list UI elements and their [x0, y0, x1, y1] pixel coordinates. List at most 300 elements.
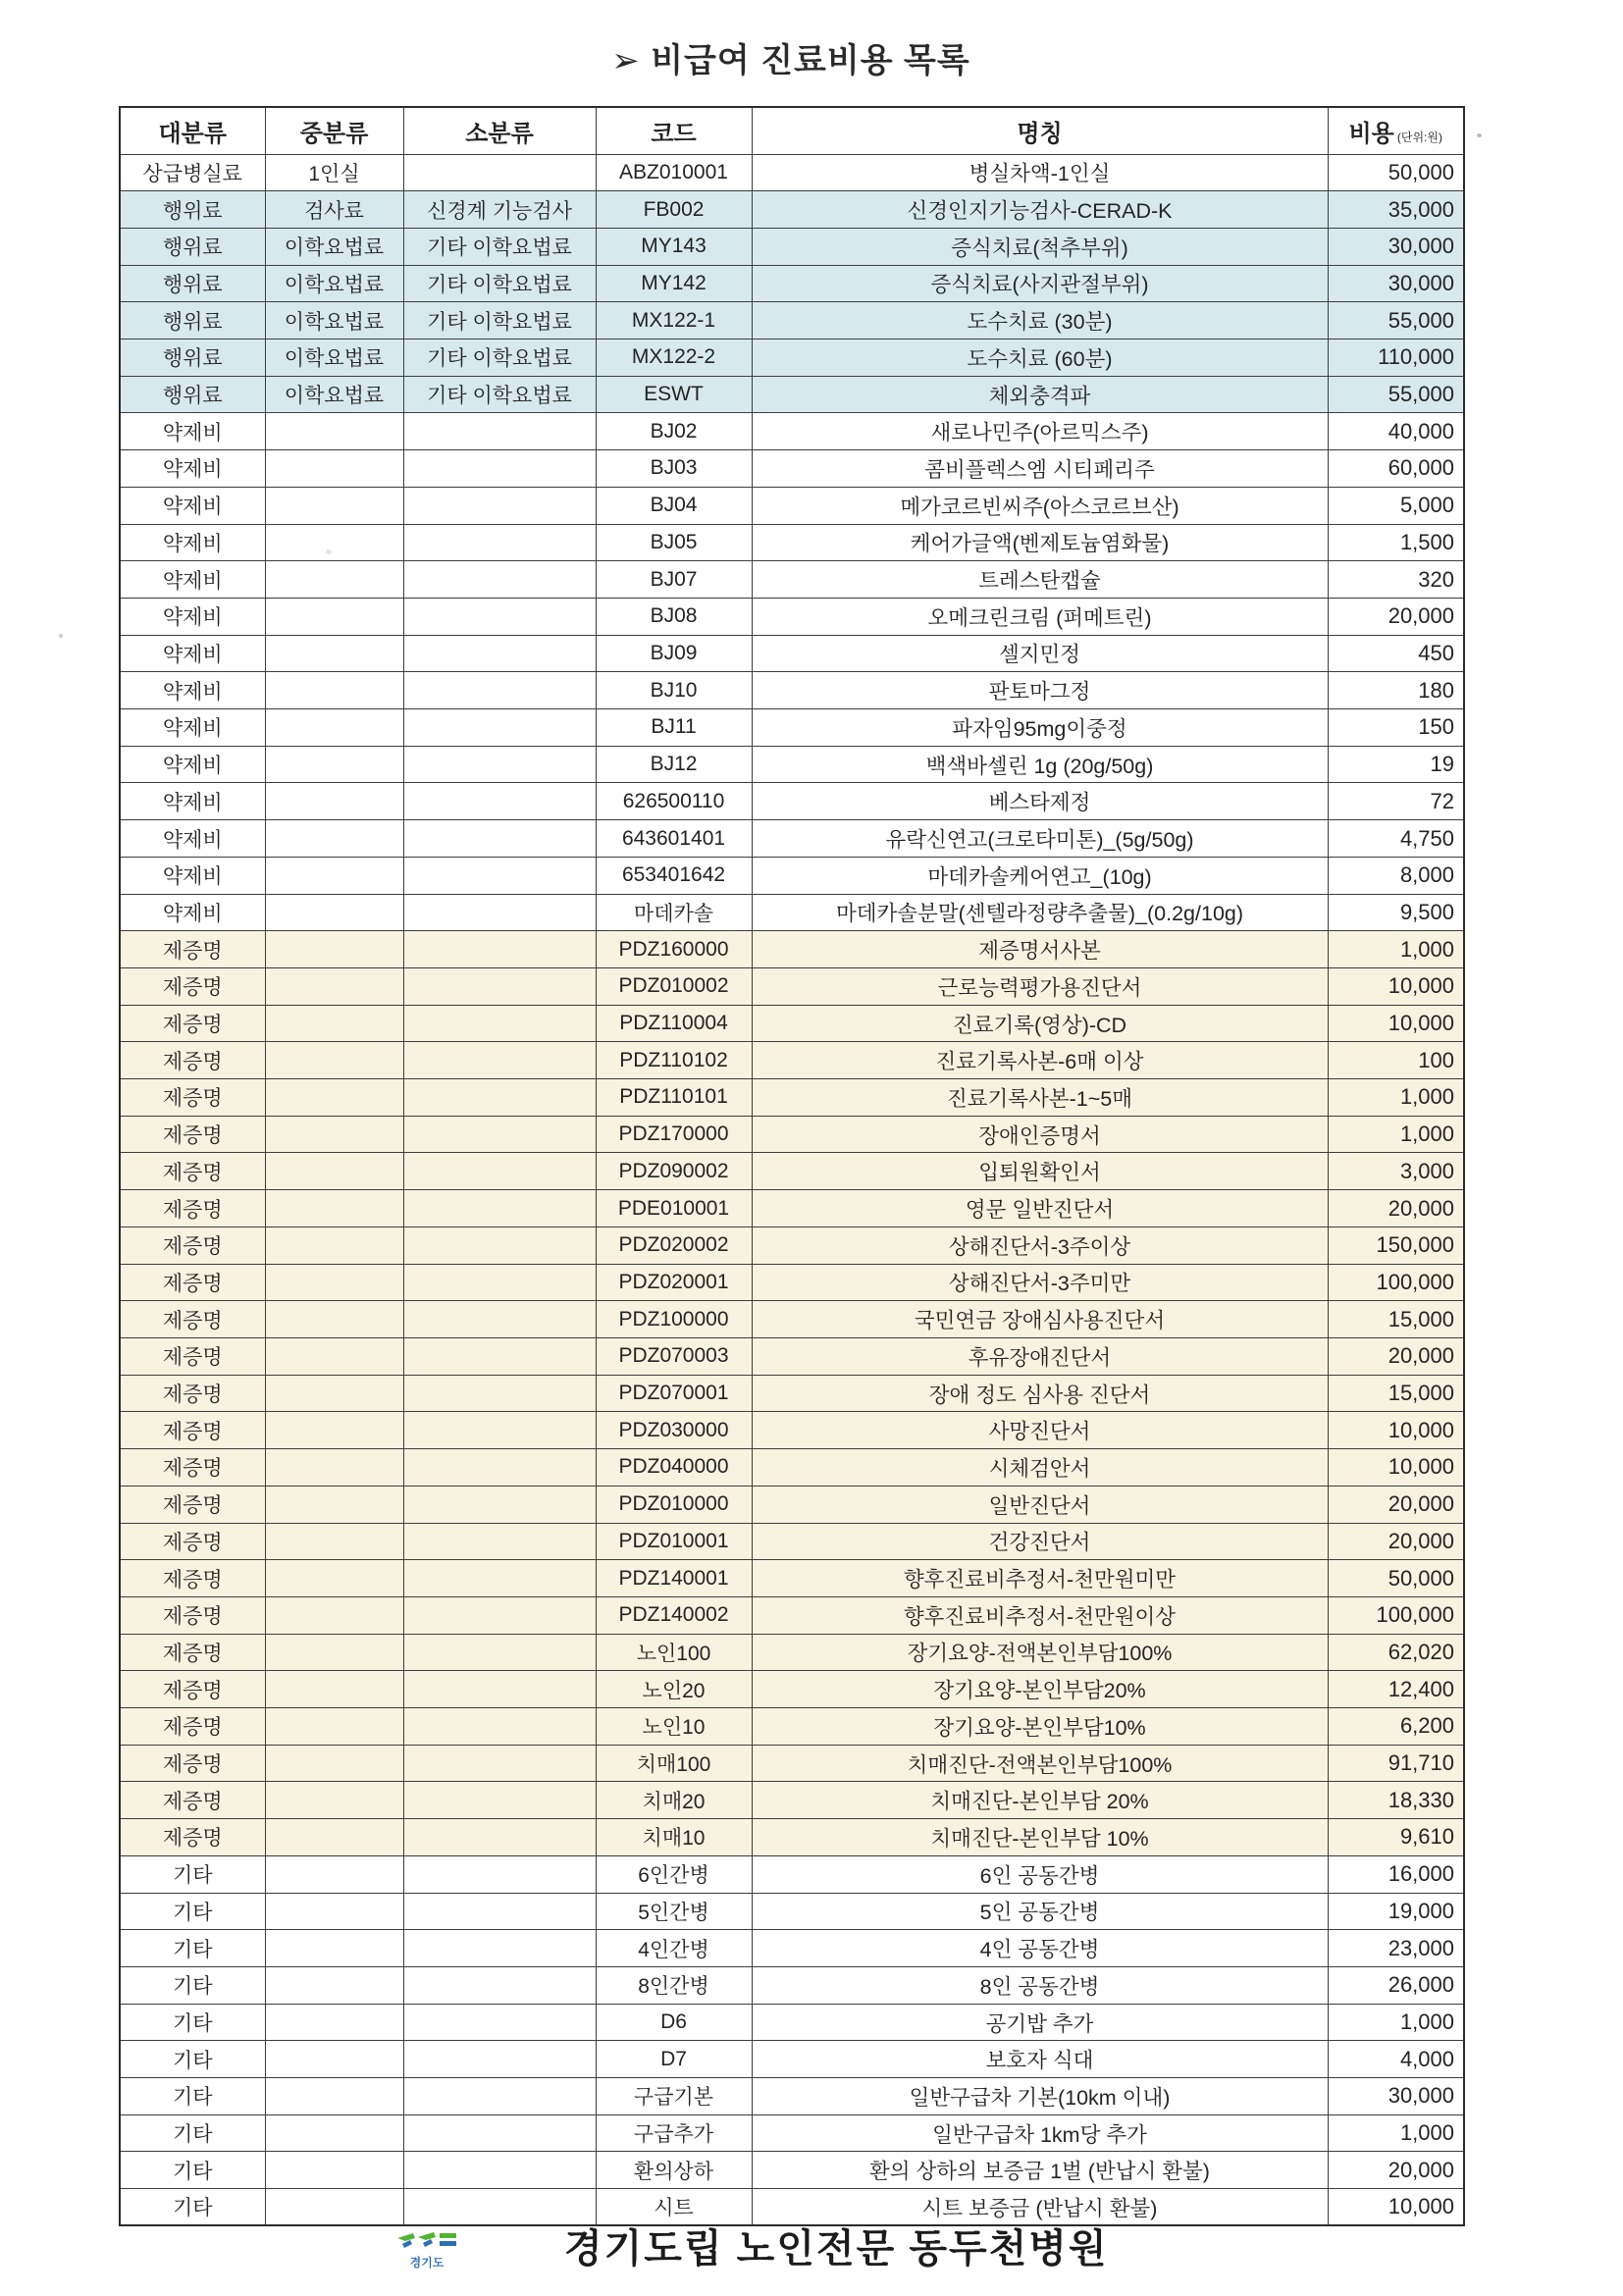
cell-sub-category — [403, 709, 596, 747]
cell-name: 치매진단-전액본인부담100% — [752, 1745, 1328, 1782]
scan-speck — [326, 549, 332, 554]
cell-mid-category — [265, 1855, 403, 1893]
cell-major-category: 약제비 — [120, 561, 265, 599]
header-sub-category: 소분류 — [403, 107, 596, 154]
cell-code: BJ10 — [596, 672, 752, 709]
cell-cost: 150 — [1328, 709, 1464, 747]
cell-code: PDZ010001 — [596, 1523, 752, 1560]
table-row — [120, 1042, 1464, 1079]
cell-mid-category — [265, 2078, 403, 2115]
cell-code: ABZ010001 — [596, 154, 752, 191]
price-table — [119, 106, 1465, 2226]
cell-cost: 10,000 — [1328, 2189, 1464, 2226]
cell-code: D6 — [596, 2004, 752, 2041]
cell-major-category: 제증명 — [120, 1226, 265, 1264]
cell-major-category: 행위료 — [120, 376, 265, 413]
cell-cost: 10,000 — [1328, 1449, 1464, 1487]
table-row — [120, 1523, 1464, 1560]
hospital-name: 경기도립 노인전문 동두천병원 — [564, 2227, 1109, 2270]
cell-name: 상해진단서-3주이상 — [752, 1226, 1328, 1264]
cell-sub-category — [403, 2078, 596, 2115]
cell-cost: 20,000 — [1328, 1486, 1464, 1523]
table-row — [120, 1226, 1464, 1264]
cell-sub-category — [403, 1449, 596, 1487]
cell-code: BJ08 — [596, 598, 752, 635]
cell-sub-category — [403, 672, 596, 709]
cell-code: 구급추가 — [596, 2114, 752, 2152]
table-row — [120, 2078, 1464, 2115]
cell-cost: 23,000 — [1328, 1930, 1464, 1967]
cell-code: PDZ140002 — [596, 1596, 752, 1634]
cell-sub-category — [403, 2152, 596, 2189]
cell-name: 진료기록사본-6매 이상 — [752, 1042, 1328, 1079]
cell-name: 사망진단서 — [752, 1412, 1328, 1449]
cell-code: MY143 — [596, 228, 752, 265]
table-row — [120, 561, 1464, 599]
header-name: 명칭 — [752, 107, 1328, 154]
cell-mid-category — [265, 450, 403, 488]
cell-mid-category — [265, 413, 403, 450]
cell-major-category: 행위료 — [120, 339, 265, 377]
cell-major-category: 제증명 — [120, 1005, 265, 1042]
cell-name: 장기요양-본인부담10% — [752, 1708, 1328, 1746]
cell-mid-category — [265, 2041, 403, 2078]
cell-name: 4인 공동간병 — [752, 1930, 1328, 1967]
table-row — [120, 1708, 1464, 1746]
cell-mid-category: 이학요법료 — [265, 228, 403, 265]
cell-code: 653401642 — [596, 857, 752, 894]
cell-name: 상해진단서-3주미만 — [752, 1264, 1328, 1301]
cell-name: 근로능력평가용진단서 — [752, 967, 1328, 1005]
cell-cost: 30,000 — [1328, 228, 1464, 265]
cell-code: 치매100 — [596, 1745, 752, 1782]
cell-mid-category: 이학요법료 — [265, 339, 403, 377]
table-row — [120, 967, 1464, 1005]
table-row — [120, 1782, 1464, 1819]
cell-code: PDZ170000 — [596, 1116, 752, 1153]
page-title: ➢ 비급여 진료비용 목록 — [611, 42, 970, 79]
cell-name: 도수치료 (30분) — [752, 302, 1328, 339]
cell-name: 도수치료 (60분) — [752, 339, 1328, 377]
cell-major-category: 제증명 — [120, 1596, 265, 1634]
cell-cost: 4,000 — [1328, 2041, 1464, 2078]
cell-cost: 50,000 — [1328, 1560, 1464, 1597]
cell-code: 구급기본 — [596, 2078, 752, 2115]
cell-cost: 110,000 — [1328, 339, 1464, 377]
cell-major-category: 약제비 — [120, 857, 265, 894]
cell-sub-category — [403, 1560, 596, 1597]
logo-stroke-green-1 — [397, 2233, 415, 2241]
cell-code: 4인간병 — [596, 1930, 752, 1967]
cell-major-category: 약제비 — [120, 709, 265, 747]
cell-code: BJ05 — [596, 524, 752, 561]
table-row — [120, 1412, 1464, 1449]
cell-mid-category: 이학요법료 — [265, 302, 403, 339]
table-row — [120, 1745, 1464, 1782]
table-row — [120, 524, 1464, 561]
cell-name: 장애 정도 심사용 진단서 — [752, 1375, 1328, 1412]
cell-mid-category — [265, 746, 403, 783]
cell-major-category: 제증명 — [120, 931, 265, 968]
cell-name: 진료기록사본-1~5매 — [752, 1079, 1328, 1117]
cell-cost: 20,000 — [1328, 1338, 1464, 1376]
cell-name: 마데카솔분말(센텔라정량추출물)_(0.2g/10g) — [752, 894, 1328, 931]
cell-sub-category — [403, 1079, 596, 1117]
cell-name: 공기밥 추가 — [752, 2004, 1328, 2041]
table-row — [120, 191, 1464, 229]
table-row — [120, 1375, 1464, 1412]
cell-cost: 15,000 — [1328, 1301, 1464, 1338]
cell-major-category: 제증명 — [120, 1782, 265, 1819]
cell-name: 시체검안서 — [752, 1449, 1328, 1487]
cell-major-category: 약제비 — [120, 635, 265, 672]
cell-sub-category — [403, 1671, 596, 1708]
cell-sub-category — [403, 598, 596, 635]
cell-code: FB002 — [596, 191, 752, 229]
cell-cost: 60,000 — [1328, 450, 1464, 488]
cell-mid-category: 1인실 — [265, 154, 403, 191]
table-row — [120, 1338, 1464, 1376]
cell-cost: 72 — [1328, 783, 1464, 820]
cell-major-category: 제증명 — [120, 1116, 265, 1153]
cell-mid-category — [265, 2004, 403, 2041]
cell-name: 일반구급차 기본(10km 이내) — [752, 2078, 1328, 2115]
table-row — [120, 820, 1464, 858]
cell-sub-category: 기타 이학요법료 — [403, 302, 596, 339]
cell-cost: 8,000 — [1328, 857, 1464, 894]
table-row — [120, 1301, 1464, 1338]
cell-mid-category — [265, 635, 403, 672]
cell-name: 파자임95mg이중정 — [752, 709, 1328, 747]
table-row — [120, 1079, 1464, 1117]
table-row — [120, 302, 1464, 339]
cell-major-category: 기타 — [120, 2189, 265, 2226]
cell-cost: 19 — [1328, 746, 1464, 783]
cell-sub-category — [403, 487, 596, 524]
table-row — [120, 746, 1464, 783]
cell-major-category: 제증명 — [120, 1301, 265, 1338]
cell-code: 643601401 — [596, 820, 752, 858]
cell-cost: 10,000 — [1328, 1005, 1464, 1042]
cell-major-category: 제증명 — [120, 1819, 265, 1856]
cell-major-category: 제증명 — [120, 1671, 265, 1708]
cell-code: ESWT — [596, 376, 752, 413]
cell-mid-category — [265, 1560, 403, 1597]
cell-mid-category — [265, 1412, 403, 1449]
cell-mid-category — [265, 524, 403, 561]
cell-mid-category — [265, 1671, 403, 1708]
table-row — [120, 1671, 1464, 1708]
cell-code: PDZ100000 — [596, 1301, 752, 1338]
cell-code: PDZ040000 — [596, 1449, 752, 1487]
cell-name: 새로나민주(아르믹스주) — [752, 413, 1328, 450]
cell-mid-category — [265, 1782, 403, 1819]
cell-mid-category — [265, 1819, 403, 1856]
cell-code: 노인10 — [596, 1708, 752, 1746]
header-row — [120, 107, 1464, 154]
cell-sub-category — [403, 1782, 596, 1819]
cell-name: 5인 공동간병 — [752, 1893, 1328, 1930]
cell-code: BJ02 — [596, 413, 752, 450]
cell-sub-category — [403, 2041, 596, 2078]
table-row — [120, 450, 1464, 488]
cell-sub-category — [403, 1855, 596, 1893]
cell-mid-category — [265, 857, 403, 894]
cell-major-category: 행위료 — [120, 191, 265, 229]
cell-major-category: 기타 — [120, 2152, 265, 2189]
cell-major-category: 제증명 — [120, 1079, 265, 1117]
cell-sub-category — [403, 1190, 596, 1227]
cell-name: 마데카솔케어연고_(10g) — [752, 857, 1328, 894]
cell-cost: 100,000 — [1328, 1264, 1464, 1301]
cell-code: 환의상하 — [596, 2152, 752, 2189]
cell-code: PDZ070001 — [596, 1375, 752, 1412]
cell-cost: 9,610 — [1328, 1819, 1464, 1856]
cell-code: BJ04 — [596, 487, 752, 524]
cell-mid-category — [265, 1745, 403, 1782]
cell-major-category: 제증명 — [120, 1153, 265, 1190]
cell-mid-category — [265, 1449, 403, 1487]
scan-speck — [1477, 133, 1482, 137]
cell-code: PDZ070003 — [596, 1338, 752, 1376]
cell-code: 시트 — [596, 2189, 752, 2226]
cell-name: 오메크린크림 (퍼메트린) — [752, 598, 1328, 635]
cell-cost: 150,000 — [1328, 1226, 1464, 1264]
table-row — [120, 783, 1464, 820]
cell-major-category: 제증명 — [120, 1042, 265, 1079]
cell-code: PDZ010002 — [596, 967, 752, 1005]
cell-mid-category — [265, 2189, 403, 2226]
table-row — [120, 635, 1464, 672]
cell-mid-category: 이학요법료 — [265, 265, 403, 302]
cell-name: 향후진료비추정서-천만원미만 — [752, 1560, 1328, 1597]
cell-major-category: 제증명 — [120, 1634, 265, 1671]
cell-major-category: 제증명 — [120, 1745, 265, 1782]
cell-code: 626500110 — [596, 783, 752, 820]
cell-cost: 20,000 — [1328, 1190, 1464, 1227]
cell-major-category: 약제비 — [120, 672, 265, 709]
cell-sub-category — [403, 1375, 596, 1412]
cell-name: 유락신연고(크로타미톤)_(5g/50g) — [752, 820, 1328, 858]
cell-code: 노인100 — [596, 1634, 752, 1671]
cell-cost: 35,000 — [1328, 191, 1464, 229]
cell-cost: 10,000 — [1328, 967, 1464, 1005]
table-row — [120, 1153, 1464, 1190]
cell-cost: 91,710 — [1328, 1745, 1464, 1782]
cell-code: 치매10 — [596, 1819, 752, 1856]
cell-name: 증식치료(사지관절부위) — [752, 265, 1328, 302]
cell-code: 노인20 — [596, 1671, 752, 1708]
cell-mid-category — [265, 1005, 403, 1042]
table-row — [120, 2004, 1464, 2041]
cell-major-category: 약제비 — [120, 783, 265, 820]
cell-mid-category — [265, 894, 403, 931]
table-row — [120, 857, 1464, 894]
cell-major-category: 기타 — [120, 1855, 265, 1893]
cell-major-category: 행위료 — [120, 228, 265, 265]
cell-major-category: 제증명 — [120, 1708, 265, 1746]
cell-sub-category — [403, 1301, 596, 1338]
table-row — [120, 339, 1464, 377]
logo-stroke-blue-2 — [423, 2239, 433, 2247]
cell-cost: 1,000 — [1328, 1079, 1464, 1117]
cell-code: PDZ030000 — [596, 1412, 752, 1449]
cell-name: 시트 보증금 (반납시 환불) — [752, 2189, 1328, 2226]
table-row — [120, 931, 1464, 968]
cell-mid-category — [265, 1153, 403, 1190]
cell-mid-category — [265, 1893, 403, 1930]
cell-sub-category — [403, 1893, 596, 1930]
cell-code: 8인간병 — [596, 1966, 752, 2004]
cell-mid-category — [265, 1042, 403, 1079]
cell-sub-category — [403, 1708, 596, 1746]
cell-sub-category — [403, 1005, 596, 1042]
cell-name: 6인 공동간병 — [752, 1855, 1328, 1893]
table-row — [120, 709, 1464, 747]
cell-mid-category — [265, 2114, 403, 2152]
cell-code: PDZ090002 — [596, 1153, 752, 1190]
cell-major-category: 약제비 — [120, 746, 265, 783]
table-row — [120, 154, 1464, 191]
cell-cost: 19,000 — [1328, 1893, 1464, 1930]
cell-major-category: 제증명 — [120, 1190, 265, 1227]
cell-cost: 50,000 — [1328, 154, 1464, 191]
cell-code: MX122-2 — [596, 339, 752, 377]
cell-sub-category — [403, 1153, 596, 1190]
table-row — [120, 487, 1464, 524]
cell-name: 진료기록(영상)-CD — [752, 1005, 1328, 1042]
cell-mid-category — [265, 1966, 403, 2004]
cell-code: D7 — [596, 2041, 752, 2078]
cell-major-category: 기타 — [120, 2078, 265, 2115]
logo-bar-blue — [440, 2241, 456, 2246]
cell-major-category: 제증명 — [120, 1560, 265, 1597]
cell-cost: 5,000 — [1328, 487, 1464, 524]
table-row — [120, 376, 1464, 413]
cell-sub-category — [403, 783, 596, 820]
cell-cost: 20,000 — [1328, 2152, 1464, 2189]
cell-name: 메가코르빈씨주(아스코르브산) — [752, 487, 1328, 524]
cell-mid-category: 이학요법료 — [265, 376, 403, 413]
cell-code: 5인간병 — [596, 1893, 752, 1930]
cell-code: BJ03 — [596, 450, 752, 488]
cell-sub-category: 기타 이학요법료 — [403, 228, 596, 265]
table-row — [120, 1005, 1464, 1042]
cell-major-category: 기타 — [120, 1893, 265, 1930]
cell-mid-category — [265, 561, 403, 599]
cell-mid-category — [265, 1116, 403, 1153]
cell-mid-category — [265, 783, 403, 820]
cell-name: 영문 일반진단서 — [752, 1190, 1328, 1227]
cell-cost: 180 — [1328, 672, 1464, 709]
cell-name: 제증명서사본 — [752, 931, 1328, 968]
cell-mid-category — [265, 1634, 403, 1671]
cell-mid-category — [265, 1190, 403, 1227]
cell-sub-category — [403, 1634, 596, 1671]
cell-name: 장기요양-본인부담20% — [752, 1671, 1328, 1708]
cell-code: PDZ110102 — [596, 1042, 752, 1079]
table-row — [120, 1596, 1464, 1634]
cell-name: 건강진단서 — [752, 1523, 1328, 1560]
cell-name: 향후진료비추정서-천만원이상 — [752, 1596, 1328, 1634]
cell-cost: 55,000 — [1328, 302, 1464, 339]
cell-cost: 320 — [1328, 561, 1464, 599]
cell-name: 트레스탄캡슐 — [752, 561, 1328, 599]
cell-sub-category — [403, 857, 596, 894]
cell-sub-category — [403, 1819, 596, 1856]
cell-cost: 4,750 — [1328, 820, 1464, 858]
cell-sub-category — [403, 820, 596, 858]
cell-major-category: 행위료 — [120, 302, 265, 339]
cell-cost: 1,000 — [1328, 2004, 1464, 2041]
table-header — [120, 107, 1464, 154]
table-row — [120, 1486, 1464, 1523]
cell-cost: 30,000 — [1328, 265, 1464, 302]
cell-code: PDZ020002 — [596, 1226, 752, 1264]
cell-cost: 1,000 — [1328, 2114, 1464, 2152]
cell-name: 증식치료(척추부위) — [752, 228, 1328, 265]
cell-major-category: 제증명 — [120, 1412, 265, 1449]
cell-major-category: 제증명 — [120, 1264, 265, 1301]
cell-mid-category — [265, 1523, 403, 1560]
cell-name: 입퇴원확인서 — [752, 1153, 1328, 1190]
cell-sub-category — [403, 1264, 596, 1301]
logo-stroke-green-2 — [418, 2232, 436, 2240]
cell-name: 후유장애진단서 — [752, 1338, 1328, 1376]
cell-mid-category — [265, 1264, 403, 1301]
cell-sub-category — [403, 1966, 596, 2004]
cell-mid-category — [265, 820, 403, 858]
table-row — [120, 1893, 1464, 1930]
table-row — [120, 1560, 1464, 1597]
cell-sub-category — [403, 635, 596, 672]
cell-cost: 16,000 — [1328, 1855, 1464, 1893]
cell-name: 치매진단-본인부담 10% — [752, 1819, 1328, 1856]
cell-major-category: 제증명 — [120, 1486, 265, 1523]
cell-name: 판토마그정 — [752, 672, 1328, 709]
cell-cost: 1,000 — [1328, 931, 1464, 968]
cell-major-category: 제증명 — [120, 1523, 265, 1560]
cell-mid-category — [265, 967, 403, 1005]
cell-name: 장애인증명서 — [752, 1116, 1328, 1153]
cell-sub-category — [403, 1226, 596, 1264]
cell-cost: 18,330 — [1328, 1782, 1464, 1819]
cell-major-category: 상급병실료 — [120, 154, 265, 191]
cell-sub-category — [403, 2004, 596, 2041]
cell-name: 체외충격파 — [752, 376, 1328, 413]
cell-major-category: 약제비 — [120, 820, 265, 858]
cell-cost: 55,000 — [1328, 376, 1464, 413]
table-row — [120, 598, 1464, 635]
cell-name: 콤비플렉스엠 시티페리주 — [752, 450, 1328, 488]
table-row — [120, 265, 1464, 302]
header-code: 코드 — [596, 107, 752, 154]
cell-code: PDZ160000 — [596, 931, 752, 968]
cell-name: 셀지민정 — [752, 635, 1328, 672]
cell-sub-category: 신경계 기능검사 — [403, 191, 596, 229]
table-row — [120, 228, 1464, 265]
cell-sub-category — [403, 1930, 596, 1967]
cell-mid-category — [265, 598, 403, 635]
cell-cost: 100,000 — [1328, 1596, 1464, 1634]
cell-name: 신경인지기능검사-CERAD-K — [752, 191, 1328, 229]
gyeonggi-logo — [395, 2229, 458, 2272]
cell-sub-category — [403, 1486, 596, 1523]
table-row — [120, 1190, 1464, 1227]
cell-cost: 40,000 — [1328, 413, 1464, 450]
cell-name: 장기요양-전액본인부담100% — [752, 1634, 1328, 1671]
cell-cost: 12,400 — [1328, 1671, 1464, 1708]
